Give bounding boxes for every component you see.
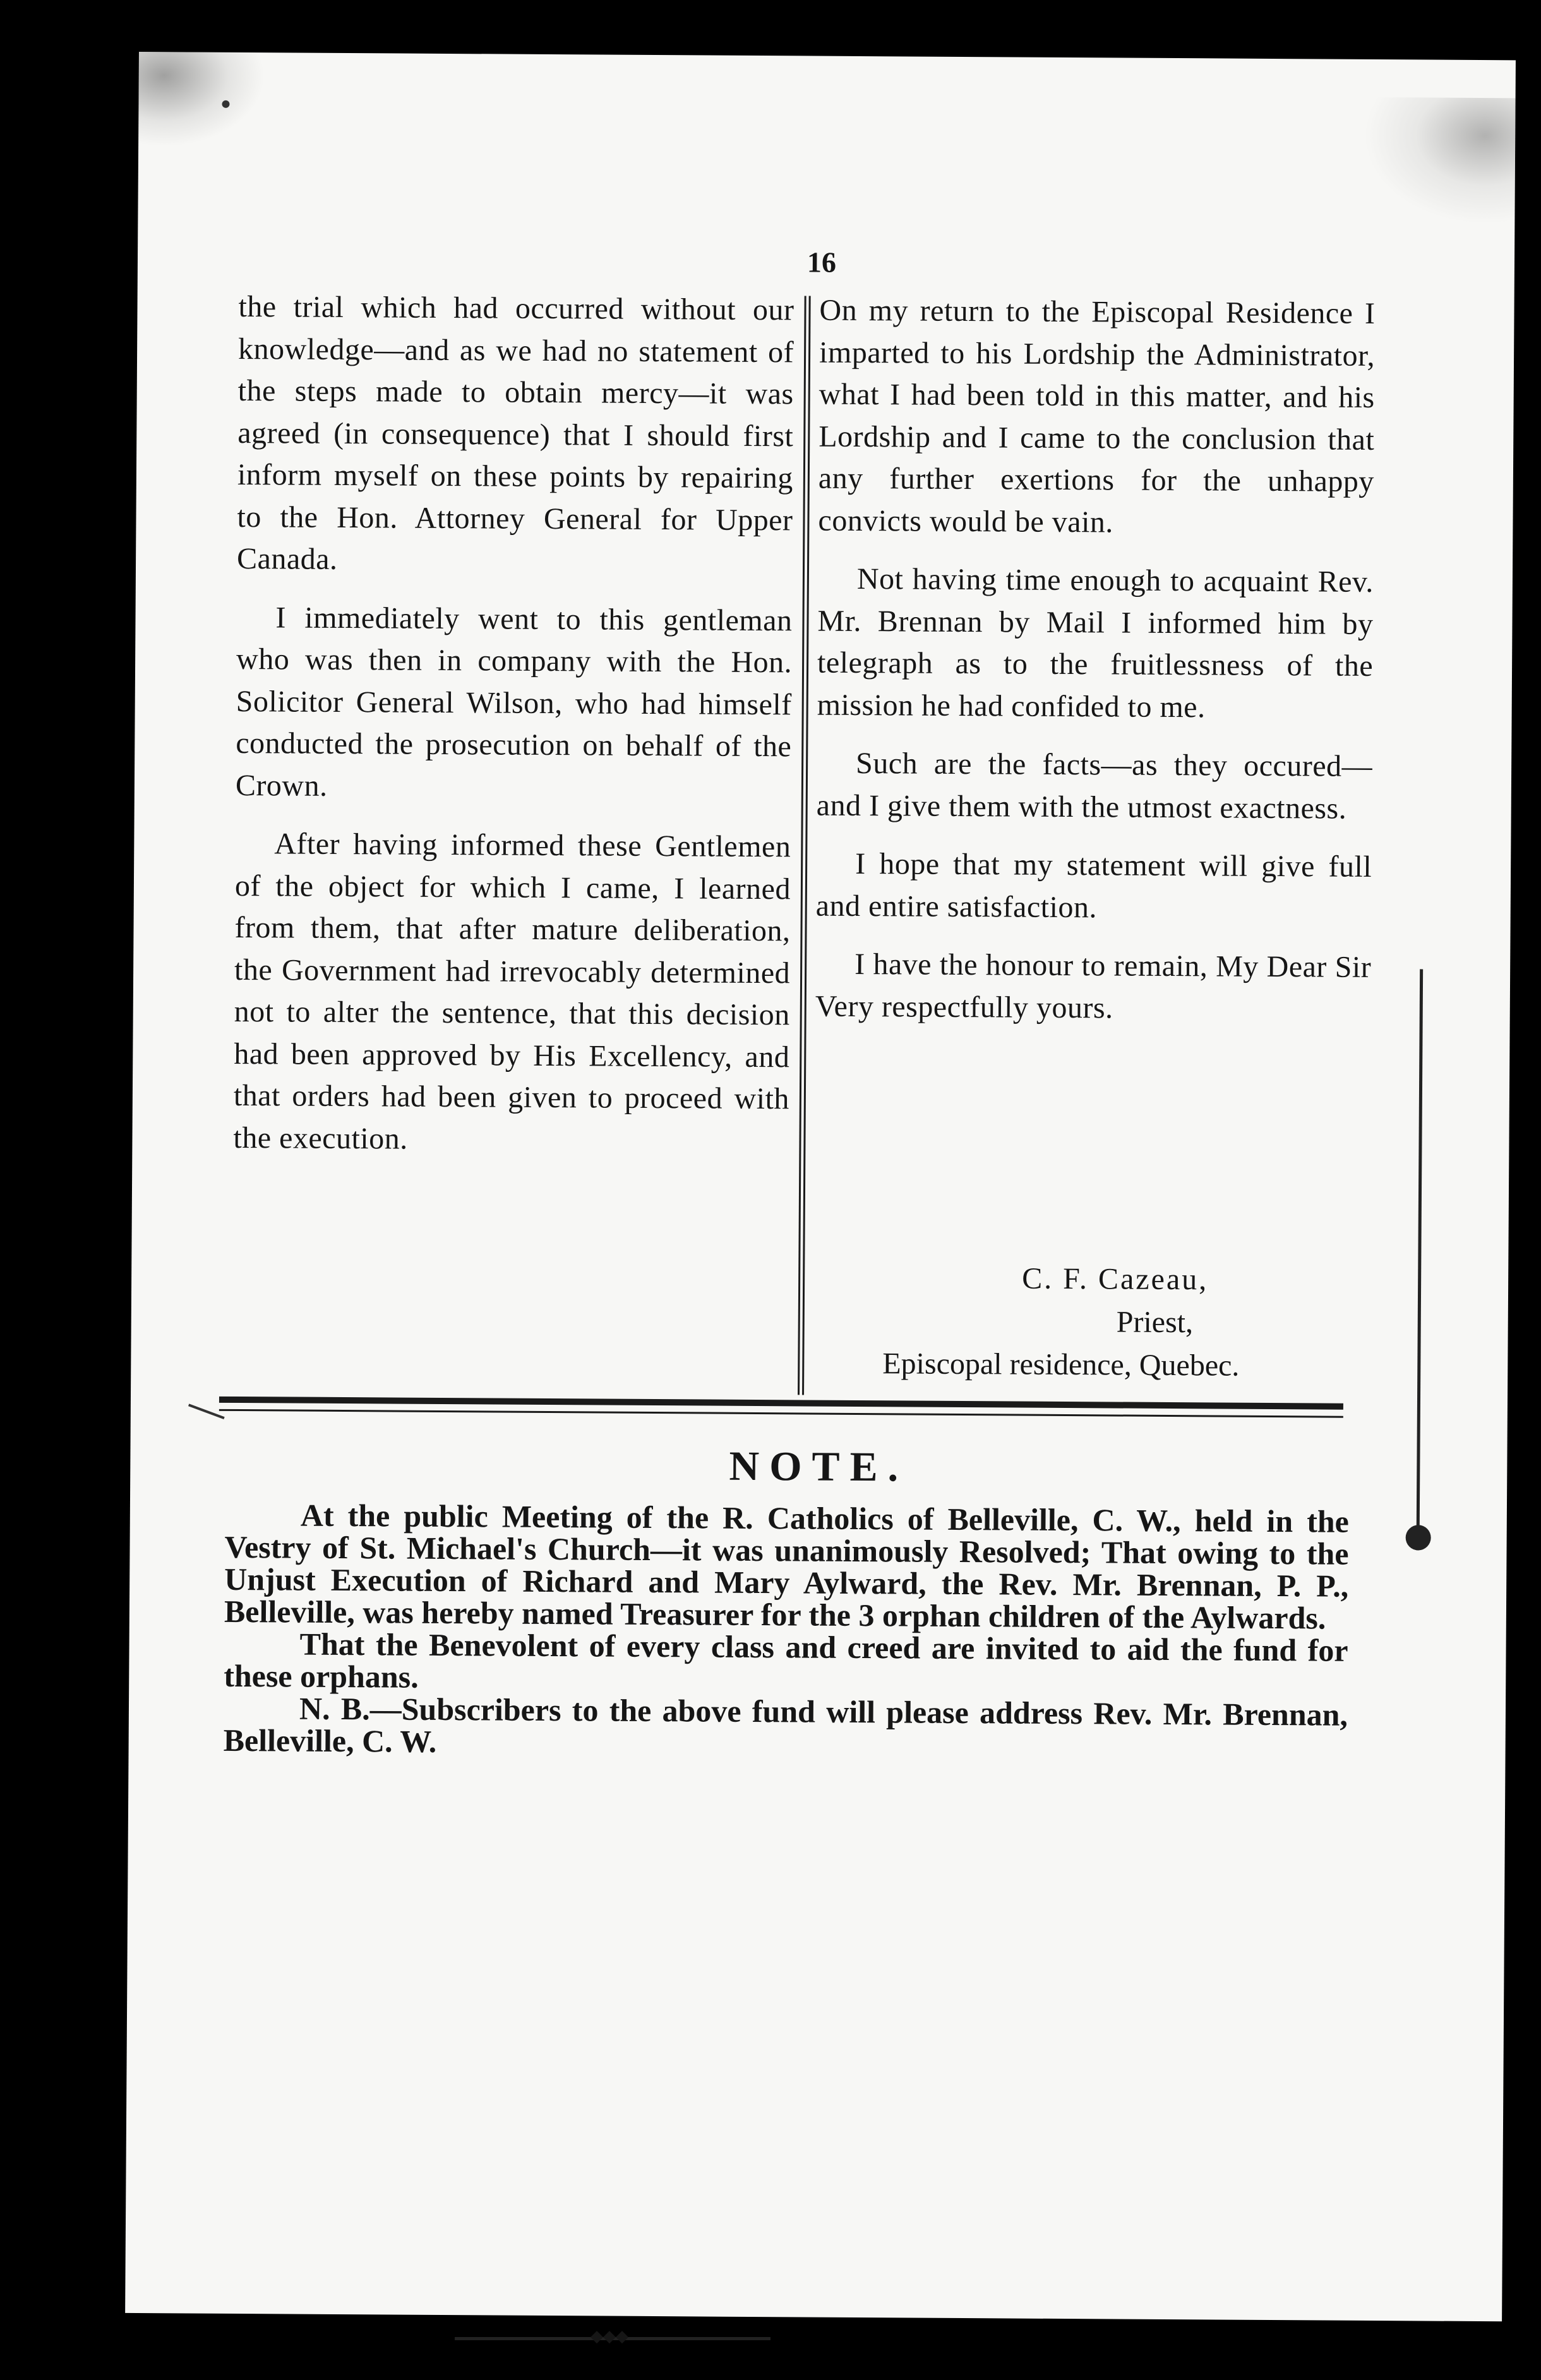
- ink-spot: [222, 100, 229, 108]
- column-divider: [798, 296, 811, 1395]
- note-paragraph-2: That the Benevolent of every class and creed are invited to aid the fund for these orphans.: [224, 1626, 1348, 1695]
- section-rule-thick: [219, 1397, 1343, 1410]
- page-number: 16: [806, 246, 837, 279]
- right-paragraph-2: Not having time enough to acquaint Rev. Mr. Brennan by Mail I informed him by telegraph as to the fruitlessness of the mission he had confided to me.: [817, 562, 1374, 724]
- section-rule-thin: [219, 1409, 1343, 1418]
- right-paragraph-1: On my return to the Episcopal Residence I imparted to his Lordship the Administrator, what I had been told in this matter, and his Lordship and I came to the conclusion that any further exertions for the unhappy convicts would be vain.: [818, 293, 1376, 539]
- signature-name: C. F. Cazeau,: [1022, 1261, 1209, 1297]
- right-column: [815, 290, 1375, 1047]
- paper-stain-top-left: [138, 52, 265, 147]
- ink-blot: [1406, 1525, 1431, 1550]
- note-paragraph-1: At the public Meeting of the R. Catholics of Belleville, C. W., held in the Vestry of St. Michael's Church—it was unanimously Resolved; That owing to the Unjust Execution of Richard and Mary Aylward, the Rev. Mr. Brennan, P. P., Belleville, was hereby named Treasurer for the 3 orphan children of the Aylwards.: [224, 1497, 1349, 1636]
- document-page: [125, 52, 1516, 2321]
- margin-mark: [188, 1403, 225, 1419]
- note-paragraph-3: N. B.—Subscribers to the above fund will please address Rev. Mr. Brennan, Belleville, C. W.: [223, 1690, 1348, 1759]
- right-paragraph-5: I have the honour to remain, My Dear Sir Very respectfully yours.: [815, 947, 1372, 1025]
- signature-block: [813, 1256, 1369, 1388]
- right-paragraph-3: Such are the facts—as they occured—and I give them with the utmost exactness.: [816, 746, 1373, 826]
- left-paragraph-3: After having informed these Gentlemen of the object for which I came, I learned from them, that after mature deliberation, the Government had irrevocably determined not to alter the sentence, that this decision had been approved by His Excellency, and that orders had been given to proceed with the execution.: [233, 827, 791, 1156]
- note-heading: NOTE.: [729, 1443, 909, 1491]
- signature-place: Episcopal residence, Quebec.: [882, 1347, 1240, 1383]
- left-paragraph-2: I immediately went to this gentleman who was then in company with the Hon. Solicitor General Wilson, who had himself conducted the prosecution on behalf of the Crown.: [235, 600, 793, 803]
- signature-title: Priest,: [1116, 1305, 1194, 1340]
- right-paragraph-4: I hope that my statement will give full and entire satisfaction.: [815, 846, 1372, 924]
- left-column: [233, 286, 794, 1179]
- paper-stain-top-right: [1363, 97, 1515, 224]
- ornament-flourish-icon: ◆◆◆: [591, 2327, 628, 2345]
- note-body: [224, 1499, 1349, 1764]
- left-paragraph-1: the trial which had occurred without our knowledge—and as we had no statement of the steps made to obtain mercy—it was agreed (in consequence) that I should first inform myself on these points by repairing to the Hon. Attorney General for Upper Canada.: [236, 289, 794, 576]
